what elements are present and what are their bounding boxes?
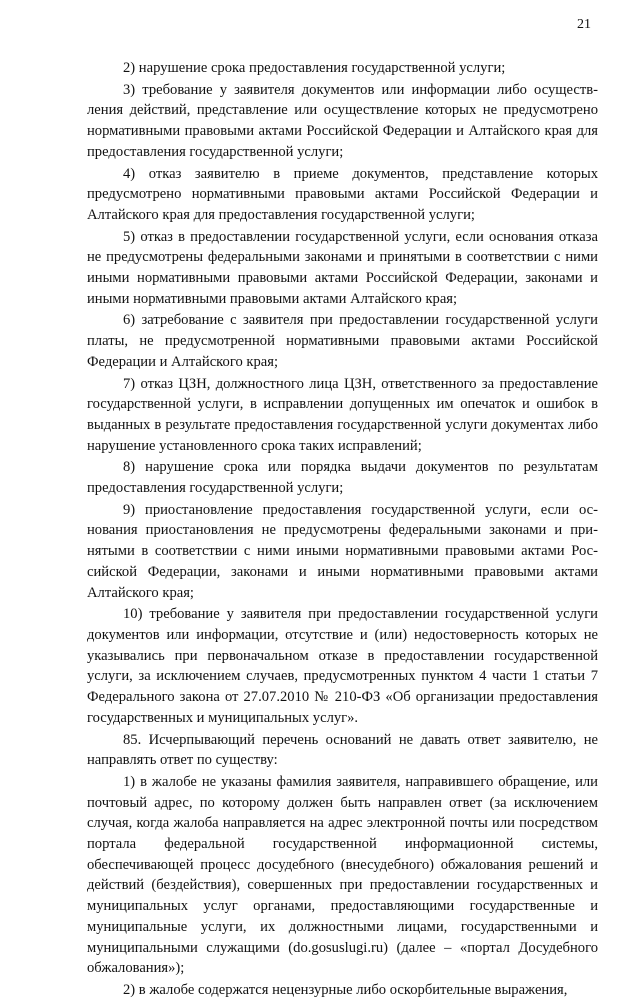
paragraph-section-85: 85. Исчерпывающий перечень оснований не давать ответ заявителю, не направлять ответ по существу: xyxy=(87,731,598,769)
paragraph-item-2: 2) нарушение срока предоставления государственной услуги; xyxy=(123,60,506,76)
paragraph-85-item-1: 1) в жалобе не указаны фамилия заявителя, направившего обращение, или почтовый адрес, по которому должен быть направлен ответ (за исключением случая, когда жалоба направляется на адрес электронной почты или посредством портала федеральной государственной информационной системы, обеспечивающей процесс досудебного (внесудебного) обжалования решений и действий (бездействия), совершенных при предоставлении государственных и муниципальных услуг органами, предоставляющими государственные и муниципальные услуги, их должностными лицами, государственными и муниципальными служащими (do.gosuslugi.ru) (далее – «портал Досудебного обжалования»); xyxy=(87,773,598,977)
paragraph-item-10: 10) требование у заявителя при предоставлении государственной услуги документов или информации, отсутствие и (или) недостоверность которых не указывались при первоначальном отказе в предоставлении государственной услуги, за исключением случаев, предусмотренных пунктом 4 части 1 статьи 7 Федерального закона от 27.07.2010 № 210-ФЗ «Об организации предоставления государственных и муниципальных услуг». xyxy=(87,606,598,726)
document-body xyxy=(87,58,598,1002)
paragraph-item-6: 6) затребование с заявителя при предоставлении государственной услуги платы, не предусмотренной нормативными правовыми актами Российской Федерации и Алтайского края; xyxy=(87,312,598,370)
paragraph-item-5: 5) отказ в предоставлении государственной услуги, если основания отказа не предусмотрены федеральными законами и принятыми в соответствии с ними иными нормативными правовыми актами Российской Федерации, законами и иными нормативными правовыми актами Алтайского края; xyxy=(87,228,598,307)
paragraph-item-4: 4) отказ заявителю в приеме документов, представление которых предусмотрено нормативными правовыми актами Российской Федерации и Алтайского края для предоставления государственной услуги; xyxy=(87,165,598,223)
paragraph-item-9: 9) приостановление предоставления государственной услуги, если основания приостановления не предусмотрены федеральными законами и принятыми в соответствии с ними иными нормативными правовыми актами Российской Федерации, законами и иными нормативными правовыми актами Алтайского края; xyxy=(87,501,598,601)
paragraph-item-8: 8) нарушение срока или порядка выдачи документов по результатам предоставления государственной услуги; xyxy=(87,459,598,497)
page-number: 21 xyxy=(577,17,591,32)
paragraph-85-item-2: 2) в жалобе содержатся нецензурные либо оскорбительные выражения, xyxy=(123,981,568,998)
paragraph-item-3: 3) требование у заявителя документов или информации либо осуществления действий, представление или осуществление которых не предусмотрено нормативными правовыми актами Российской Федерации и Алтайского края для предоставления государственной услуги; xyxy=(87,81,598,160)
paragraph-item-7: 7) отказ ЦЗН, должностного лица ЦЗН, ответственного за предоставление государственной услуги, в исправлении допущенных им опечаток и ошибок в выданных в результате предоставления государственной услуги документах либо нарушение установленного срока таких исправлений; xyxy=(87,375,598,454)
